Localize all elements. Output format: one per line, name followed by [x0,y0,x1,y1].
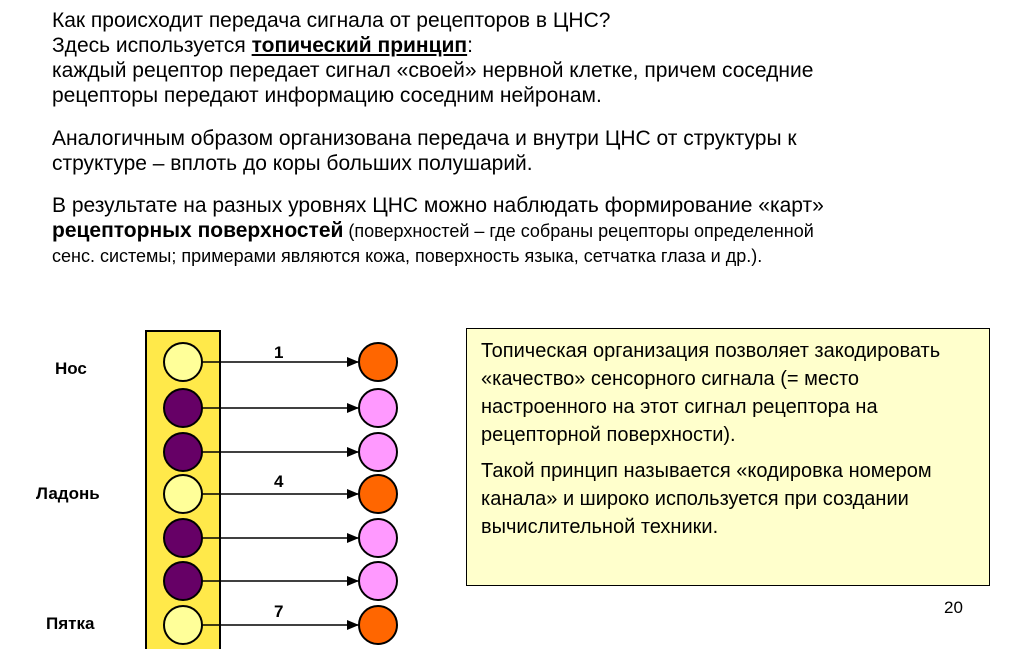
neuron-circle [359,389,397,427]
receptor-surfaces-note: (поверхностей – где собраны рецепторы определенной [343,221,814,241]
question-line: Как происходит передача сигнала от рецепторов в ЦНС? [52,9,611,32]
receptor-circle [164,433,202,471]
channel-number-1: 1 [274,343,284,362]
maps-line-3: сенс. системы; примерами являются кожа, поверхность языка, сетчатка глаза и др.). [52,246,763,266]
neuron-circle [359,475,397,513]
cns-line-2: структуре – вплоть до коры больших полушарий. [52,152,533,175]
receptor-circle [164,562,202,600]
neuron-circle [359,519,397,557]
receptor-circle [164,343,202,381]
note-paragraph-2: Такой принцип называется «кодировка номером канала» и широко используется при создании вычислительной техники. [481,460,932,538]
neuron-circle [359,433,397,471]
page-number: 20 [944,598,963,617]
principle-prefix: Здесь используется [52,34,252,57]
principle-suffix: : [467,34,473,57]
label-palm: Ладонь [36,484,100,503]
topical-principle-term: топический принцип [251,34,468,57]
receptor-circle [164,389,202,427]
maps-line-1: В результате на разных уровнях ЦНС можно наблюдать формирование «карт» [52,194,824,217]
neuron-circle [359,606,397,644]
receptor-surfaces-term: рецепторных поверхностей [52,219,344,242]
receptor-circle [164,475,202,513]
principle-explanation-line-1: каждый рецептор передает сигнал «своей» нервной клетке, причем соседние [52,59,814,82]
cns-line-1: Аналогичным образом организована передача и внутри ЦНС от структуры к [52,127,797,150]
note-paragraph-1: Топическая организация позволяет закодировать «качество» сенсорного сигнала (= место настроенного на этот сигнал рецептора на рецепторной поверхности). [481,340,941,446]
channel-number-4: 4 [274,472,284,491]
channel-number-7: 7 [274,602,284,621]
neuron-circle [359,562,397,600]
channel-coding-note-box [466,328,990,586]
neuron-circle [359,343,397,381]
receptor-circle [164,606,202,644]
receptor-circle [164,519,202,557]
label-heel: Пятка [46,614,95,633]
principle-explanation-line-2: рецепторы передают информацию соседним нейронам. [52,84,602,107]
label-nose: Нос [55,359,87,378]
